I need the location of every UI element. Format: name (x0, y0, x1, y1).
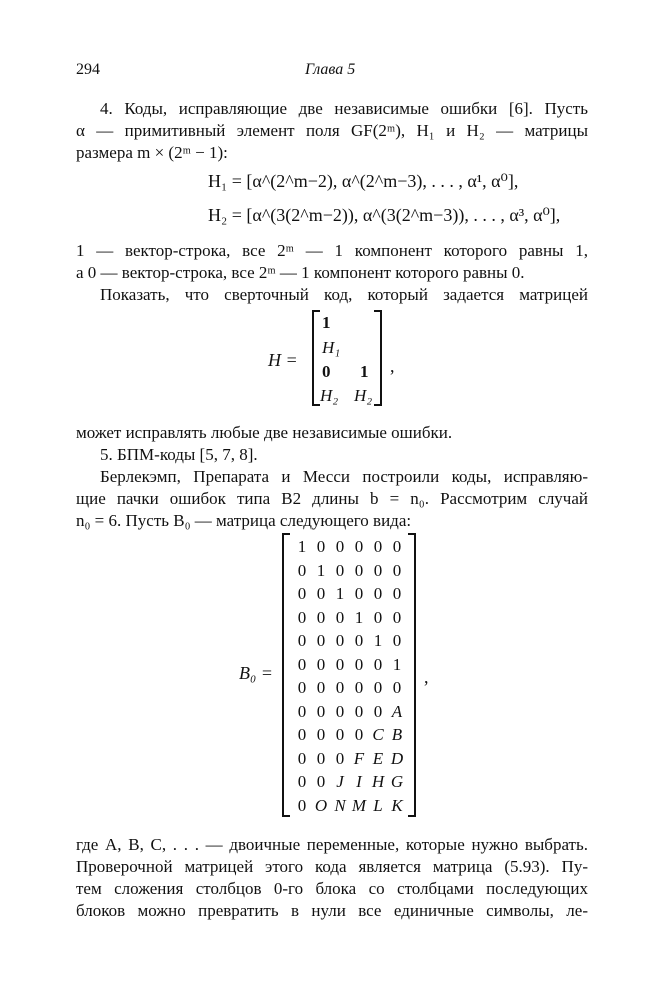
chapter-title: Глава 5 (305, 61, 356, 78)
matrix-cell: 0 (316, 678, 326, 697)
matrix-cell: M (351, 795, 367, 815)
matrix-cell: N (334, 795, 346, 815)
matrix-cell: 0 (392, 584, 402, 603)
matrix-cell: J (336, 772, 344, 791)
matrix-b0 (236, 525, 436, 820)
matrix-cell: 1 (316, 560, 326, 580)
paragraph-line: 5. БПМ-коды [5, 7, 8]. (100, 445, 258, 464)
matrix-row (292, 796, 412, 820)
matrix-cell: 0 (297, 607, 307, 627)
matrix-cell: 0 (392, 560, 402, 580)
left-bracket (282, 533, 290, 817)
matrix-row (292, 608, 412, 632)
matrix-cell: 0 (335, 678, 345, 697)
matrix-cell: 0 (335, 748, 345, 768)
matrix-row (292, 725, 412, 749)
matrix-cell: 0 (316, 654, 326, 674)
matrix-cell: 0 (297, 701, 307, 721)
paragraph-line: Показать, что сверточный код, который задается матрицей (100, 285, 588, 304)
matrix-cell: G (390, 772, 404, 791)
paragraph-line: где A, B, C, . . . — двоичные переменные, которые нужно выбрать. (76, 835, 588, 854)
matrix-cell: 0 (316, 725, 326, 744)
matrix-cell: O (314, 795, 328, 815)
matrix-cell: 0 (354, 537, 364, 556)
matrix-cell: 0 (354, 654, 364, 674)
matrix-cell: 0 (316, 772, 326, 791)
page-number: 294 (76, 61, 100, 78)
matrix-cell: H₁ (322, 338, 341, 357)
matrix-row (292, 749, 412, 773)
matrix-cell: 0 (354, 725, 364, 744)
matrix-cell: 0 (335, 537, 345, 556)
matrix-cell: 0 (297, 560, 307, 580)
matrix-row (292, 537, 412, 561)
matrix-cell: H₂ (354, 386, 373, 405)
matrix-cell: 1 (373, 631, 383, 650)
matrix-cell: E (372, 748, 384, 768)
matrix-cell: 0 (354, 678, 364, 697)
matrix-cell: C (372, 725, 384, 744)
matrix-cell: 0 (335, 560, 345, 580)
paragraph-line: α — примитивный элемент поля GF(2ᵐ), H₁ и H₂ — матрицы (76, 121, 588, 140)
matrix-cell: 0 (316, 607, 326, 627)
matrix-b0-lhs: B₀ = (239, 663, 273, 683)
matrix-cell: 1 (335, 584, 345, 603)
paragraph-line: 1 — вектор-строка, все 2ᵐ — 1 компонент которого равны 1, (76, 241, 588, 260)
matrix-cell: 0 (316, 537, 326, 556)
matrix-cell: 0 (335, 631, 345, 650)
matrix-cell: 0 (373, 584, 383, 603)
matrix-cell: K (391, 795, 403, 815)
paragraph-line: размера m × (2ᵐ − 1): (76, 143, 228, 162)
matrix-cell: L (373, 795, 383, 815)
matrix-cell: 0 (354, 631, 364, 650)
paragraph-line: тем сложения столбцов 0-го блока со столбцами последующих (76, 879, 588, 898)
matrix-cell: 0 (316, 701, 326, 721)
paragraph-line: 4. Коды, исправляющие две независимые ошибки [6]. Пусть (100, 99, 588, 118)
matrix-cell: 0 (335, 701, 345, 721)
equation-h1: H₁ = [α^(2^m−2), α^(2^m−3), . . . , α¹, α⁰], (208, 171, 519, 191)
matrix-cell: 0 (354, 584, 364, 603)
matrix-cell: 0 (373, 654, 383, 674)
matrix-cell: 1 (322, 313, 331, 332)
paragraph-line: Берлекэмп, Препарата и Месси построили коды, исправляю- (100, 467, 588, 486)
matrix-cell: 0 (316, 748, 326, 768)
matrix-cell: 0 (354, 560, 364, 580)
matrix-cell: 0 (297, 748, 307, 768)
matrix-cell: 0 (392, 631, 402, 650)
matrix-row (292, 772, 412, 796)
matrix-cell: 0 (392, 678, 402, 697)
matrix-row (292, 655, 412, 679)
matrix-cell: 0 (297, 725, 307, 744)
matrix-cell: 1 (392, 654, 402, 674)
matrix-h-comma: , (390, 356, 395, 376)
matrix-cell: H₂ (320, 386, 339, 405)
equation-h2: H₂ = [α^(3(2^m−2)), α^(3(2^m−3)), . . . , α³, α⁰], (208, 205, 561, 225)
paragraph-line: блоков можно превратить в нули все единичные символы, ле- (76, 901, 588, 920)
paragraph-line: а 0 — вектор-строка, все 2ᵐ — 1 компонент которого равны 0. (76, 263, 525, 282)
matrix-cell: 0 (373, 607, 383, 627)
matrix-h-lhs: H = (268, 350, 298, 370)
matrix-cell: 0 (297, 795, 307, 815)
matrix-row (292, 702, 412, 726)
matrix-cell: 0 (335, 607, 345, 627)
left-bracket (312, 310, 320, 406)
matrix-cell: 0 (373, 537, 383, 556)
matrix-cell: 0 (354, 701, 364, 721)
matrix-cell: 0 (373, 678, 383, 697)
matrix-cell: 0 (335, 654, 345, 674)
right-bracket (374, 310, 382, 406)
matrix-cell: 0 (297, 631, 307, 650)
matrix-cell: 1 (360, 362, 369, 381)
matrix-cell: 1 (297, 537, 307, 556)
matrix-cell: 1 (354, 607, 364, 627)
matrix-cell: 0 (297, 772, 307, 791)
paragraph-line: n₀ = 6. Пусть B₀ — матрица следующего вида: (76, 511, 412, 530)
matrix-cell: F (353, 748, 365, 768)
paragraph-line: Проверочной матрицей этого кода является матрица (5.93). Пу- (76, 857, 588, 876)
matrix-row (292, 561, 412, 585)
matrix-row (292, 584, 412, 608)
matrix-cell: H (371, 772, 385, 791)
paragraph-line: может исправлять любые две независимые ошибки. (76, 423, 453, 442)
matrix-cell: 0 (392, 537, 402, 556)
matrix-cell: 0 (297, 654, 307, 674)
matrix-cell: D (390, 748, 404, 768)
matrix-cell: A (391, 701, 403, 721)
matrix-h (268, 310, 408, 410)
matrix-cell: I (356, 772, 362, 791)
matrix-row (292, 678, 412, 702)
matrix-cell: 0 (297, 584, 307, 603)
matrix-b0-comma: , (424, 667, 429, 687)
matrix-cell: 0 (316, 631, 326, 650)
matrix-cell: 0 (392, 607, 402, 627)
matrix-cell: 0 (373, 701, 383, 721)
paragraph-line: щие пачки ошибок типа B2 длины b = n₀. Рассмотрим случай (76, 489, 588, 508)
matrix-cell: 0 (322, 362, 331, 381)
matrix-cell: 0 (297, 678, 307, 697)
matrix-cell: B (391, 725, 403, 744)
matrix-cell: 0 (373, 560, 383, 580)
matrix-cell: 0 (316, 584, 326, 603)
matrix-cell: 0 (335, 725, 345, 744)
matrix-row (292, 631, 412, 655)
